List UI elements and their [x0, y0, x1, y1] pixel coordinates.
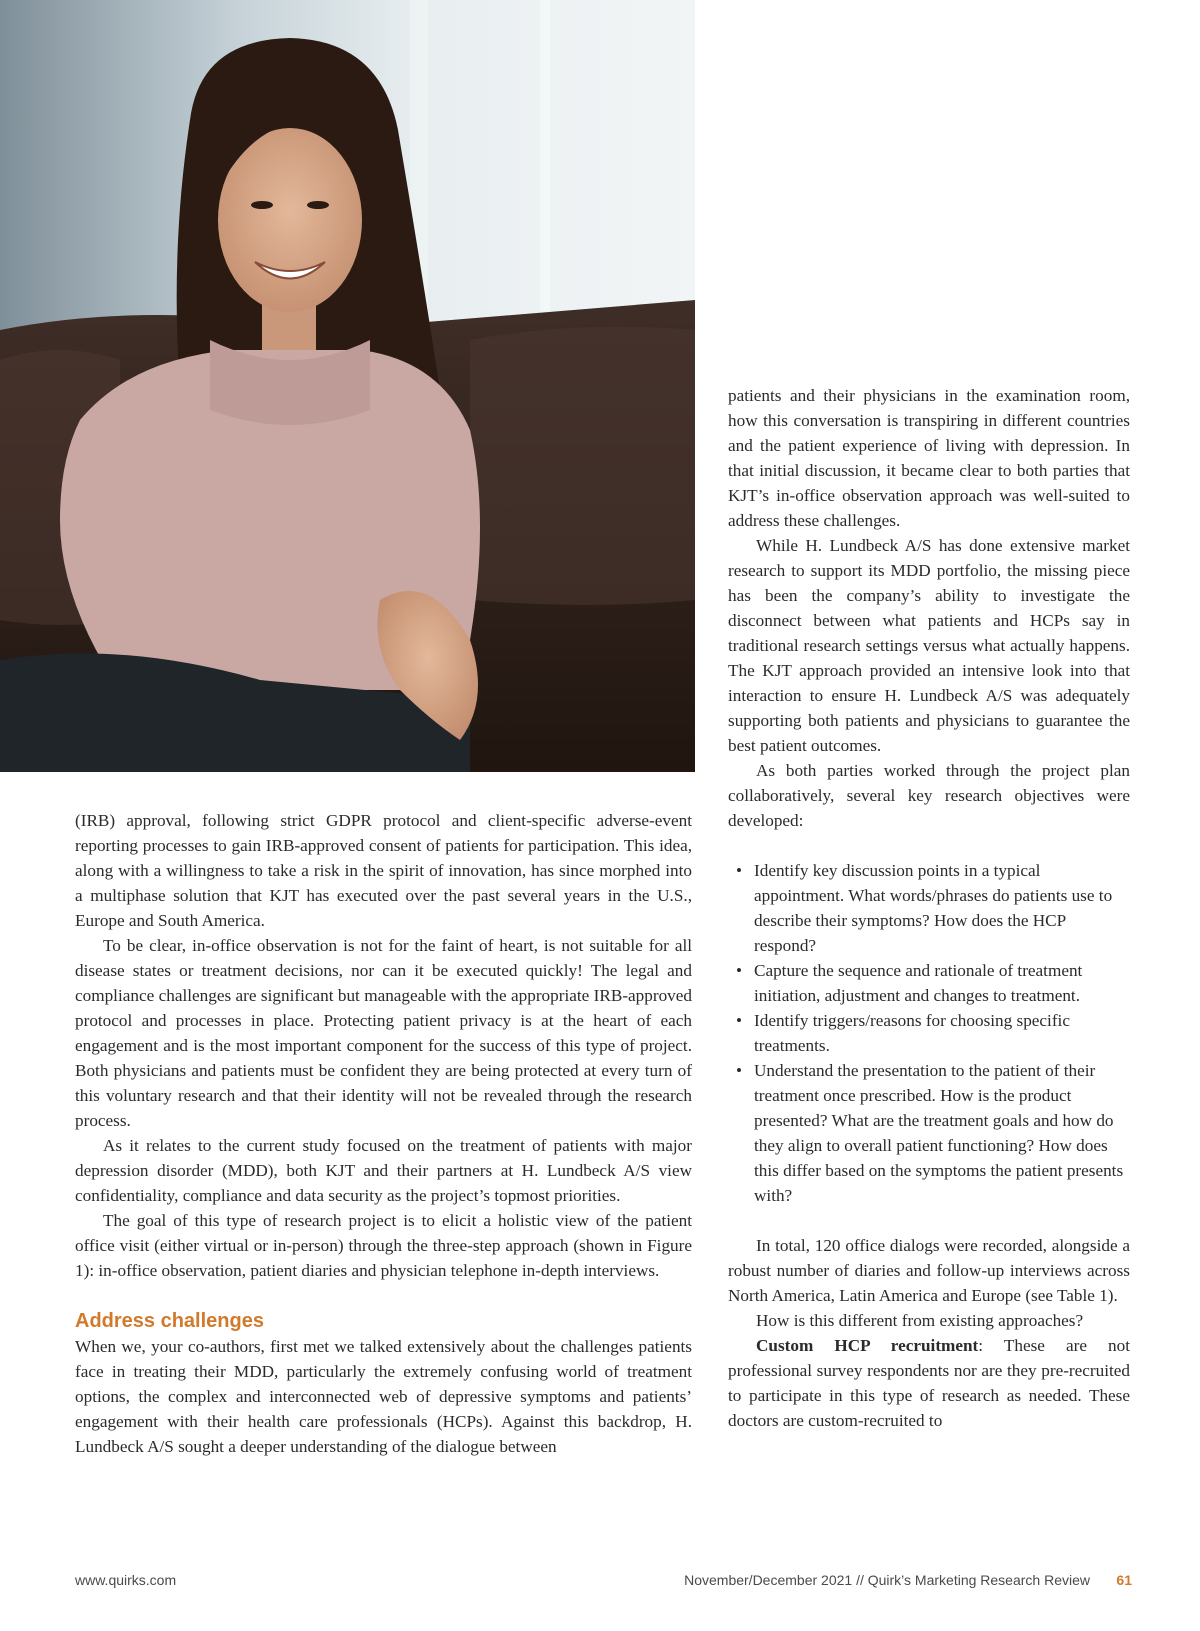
article-photo [0, 0, 695, 772]
right-paragraph-4: In total, 120 office dialogs were recorded, alongside a robust number of diaries and follow-up interviews across North America, Latin America and Europe (see Table 1). [728, 1236, 1130, 1305]
left-paragraph-5: When we, your co-authors, first met we talked extensively about the challenges patients face in treating their MDD, particularly the extremely confusing world of treatment options, the complex and interconnected web of depressive symptoms and patients’ engagement with their health care professionals (HCPs). Against this backdrop, H. Lundbeck A/S sought a deeper understanding of the dialogue between [75, 1337, 692, 1456]
left-paragraph-1: (IRB) approval, following strict GDPR protocol and client-specific adverse-event reporting processes to gain IRB-approved consent of patients for participation. This idea, along with a willingness to take a risk in the spirit of innovation, has since morphed into a multiphase solution that KJT has executed over the past several years in the U.S., Europe and South America. [75, 811, 692, 930]
right-column [728, 383, 1130, 1433]
custom-hcp-recruitment-label: Custom HCP recruitment [756, 1336, 979, 1355]
list-item: • Capture the sequence and rationale of treatment initiation, adjustment and changes to treatment. [736, 958, 1130, 1008]
section-heading: Address challenges [75, 1310, 264, 1332]
right-paragraph-3: As both parties worked through the project plan collaboratively, several key research objectives were developed: [728, 761, 1130, 830]
right-paragraph-1: patients and their physicians in the examination room, how this conversation is transpiring in different countries and the patient experience of living with depression. In that initial discussion, it became clear to both parties that KJT’s in-office observation approach was well-suited to address these challenges. [728, 386, 1130, 530]
list-item: • Understand the presentation to the patient of their treatment once prescribed. How is the product presented? What are the treatment goals and how do they align to overall patient functioning? How does this differ based on the symptoms the patient presents with? [736, 1058, 1130, 1208]
list-item: • Identify triggers/reasons for choosing specific treatments. [736, 1008, 1130, 1058]
list-item: • Identify key discussion points in a typical appointment. What words/phrases do patients use to describe their symptoms? How does the HCP respond? [736, 858, 1130, 958]
page-footer [75, 1572, 1132, 1594]
left-paragraph-3: As it relates to the current study focused on the treatment of patients with major depression disorder (MDD), both KJT and their partners at H. Lundbeck A/S view confidentiality, compliance and data security as the project’s topmost priorities. [75, 1136, 692, 1205]
footer-issue: November/December 2021 // Quirk’s Marketing Research Review [684, 1572, 1090, 1588]
left-column [75, 808, 692, 1459]
right-paragraph-2: While H. Lundbeck A/S has done extensive market research to support its MDD portfolio, the missing piece has been the company’s ability to investigate the disconnect between what patients and HCPs say in traditional research settings versus what actually happens. The KJT approach provided an intensive look into that interaction to ensure H. Lundbeck A/S was adequately supporting both patients and physicians to guarantee the best patient outcomes. [728, 536, 1130, 755]
page-number: 61 [1116, 1572, 1132, 1588]
right-paragraph-6 [728, 1333, 1130, 1433]
objectives-list [728, 858, 1130, 1208]
right-paragraph-6-text: : These are not professional survey respondents nor are they pre-recruited to participate in this type of research as needed. These doctors are custom-recruited to [728, 1336, 1130, 1430]
left-paragraph-2: To be clear, in-office observation is not for the faint of heart, is not suitable for all disease states or treatment decisions, nor can it be executed quickly! The legal and compliance challenges are significant but manageable with the appropriate IRB-approved protocol and processes in place. Protecting patient privacy is at the heart of each engagement and is the most important component for the success of this type of project. Both physicians and patients must be confident they are being protected at every turn of this voluntary research and that their identity will not be revealed through the research process. [75, 936, 692, 1130]
right-paragraph-5: How is this different from existing approaches? [756, 1311, 1084, 1330]
portrait-photo-smiling-woman-on-sofa [0, 0, 695, 772]
left-paragraph-4: The goal of this type of research project is to elicit a holistic view of the patient office visit (either virtual or in-person) through the three-step approach (shown in Figure 1): in-office observation, patient diaries and physician telephone in-depth interviews. [75, 1211, 692, 1280]
footer-url-link[interactable]: www.quirks.com [75, 1572, 177, 1588]
